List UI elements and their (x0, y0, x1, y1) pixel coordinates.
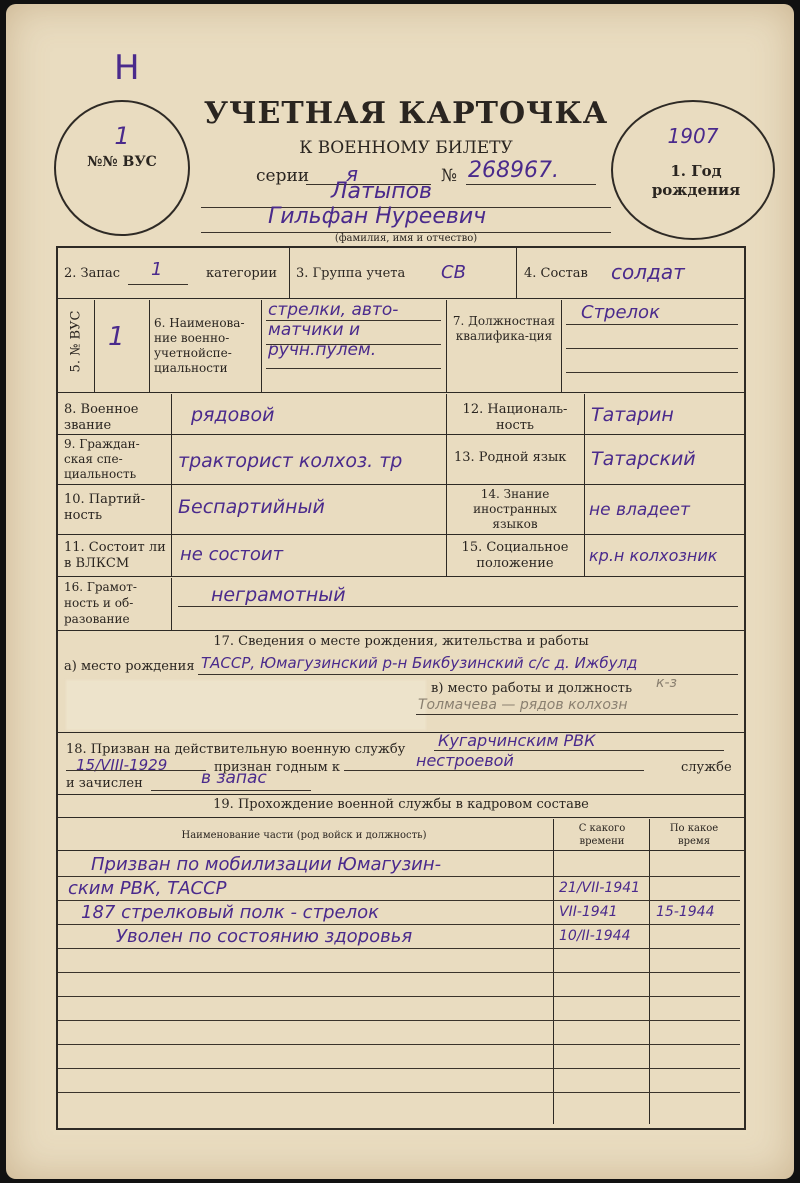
rank-label: 8. Военное звание (64, 402, 139, 433)
rank-value: рядовой (191, 404, 275, 426)
series-value: я (346, 162, 359, 186)
foreign-label: 14. Знание иностранных языков (473, 487, 557, 531)
birth-year-value: 1907 (667, 124, 719, 148)
service-row-from: 10/II-1944 (559, 928, 631, 944)
lang-label: 13. Родной язык (454, 450, 567, 465)
number-label: № (441, 166, 458, 186)
work-value-2: Толмачева — рядов колхозн (418, 697, 628, 713)
lang-value: Татарский (591, 448, 696, 470)
vlksm-value: не состоит (180, 544, 284, 565)
col-unit-header: Наименование части (род войск и должность) (181, 830, 427, 841)
qual-label: 7. Должностная квалифика-ция (452, 314, 556, 343)
enrolled-value: в запас (201, 768, 267, 788)
birth-year-label: 1. Год рождения (651, 162, 741, 199)
section19-title: 19. Прохождение военной службы в кадровом составе (213, 797, 589, 812)
spec-label: 6. Наименова-ние военно-учетнойспе-циальности (154, 316, 245, 375)
registration-card (6, 4, 794, 1179)
vus-vertical-label: 5. № ВУС (68, 310, 84, 373)
service-row-to: 15-1944 (656, 904, 715, 920)
card-subtitle: К ВОЕННОМУ БИЛЕТУ (299, 138, 513, 158)
fit-suffix: службе (681, 760, 732, 775)
foreign-value: не владеет (589, 500, 690, 520)
section17-title: 17. Сведения о месте рождения, жительства и работы (213, 634, 589, 649)
service-row-from: 21/VII-1941 (559, 880, 641, 896)
service-row-unit: 187 стрелковый полк - стрелок (81, 902, 379, 923)
col-to-header: По какое время (669, 823, 719, 847)
party-label: 10. Партий-ность (64, 492, 146, 523)
zapas-suffix: категории (206, 266, 278, 281)
service-row-unit: Призван по мобилизации Юмагузин- (91, 854, 442, 875)
civil-value: тракторист колхоз. тр (178, 450, 403, 472)
zapas-value: 1 (151, 259, 163, 280)
surname: Латыпов (331, 179, 433, 204)
rvk-value: Кугарчинским РВК (438, 731, 596, 750)
group-label: 3. Группа учета (296, 266, 406, 281)
vus-circle-value: 1 (114, 122, 130, 150)
sostav-value: солдат (611, 260, 685, 284)
group-value: СВ (441, 262, 466, 283)
work-label: в) место работы и должность (431, 681, 633, 696)
col-from-header: С какого времени (578, 823, 626, 847)
zapas-label: 2. Запас (64, 266, 121, 281)
sostav-label: 4. Состав (524, 266, 588, 281)
fit-label: признан годным к (214, 760, 340, 775)
given-names: Гильфан Нуреевич (268, 204, 487, 229)
spec-value-1: стрелки, авто- (268, 300, 399, 320)
series-label: серии (256, 166, 310, 186)
vus-value: 1 (108, 322, 125, 352)
social-value: кр.н колхозник (589, 546, 718, 565)
fit-value: нестроевой (416, 751, 514, 770)
service-row-unit: Уволен по состоянию здоровья (116, 926, 413, 947)
called-label: 18. Призван на действительную военную службу (66, 742, 406, 757)
name-caption: (фамилия, имя и отчество) (334, 233, 478, 244)
nation-label: 12. Националь-ность (462, 402, 568, 433)
card-title: УЧЕТНАЯ КАРТОЧКА (203, 96, 609, 131)
social-label: 15. Социальное положение (461, 540, 569, 571)
spec-value-3: ручн.пулем. (268, 340, 377, 360)
redacted-area (66, 680, 426, 730)
vus-circle-label: №№ ВУС (87, 154, 157, 170)
work-value-1: к-з (656, 675, 677, 691)
edu-value: неграмотный (211, 584, 346, 606)
edu-label: 16. Грамот-ность и об-разование (64, 580, 137, 626)
civil-label: 9. Граждан-ская спе-циальность (64, 437, 140, 481)
service-row-from: VII-1941 (559, 904, 618, 920)
called-date: 15/VIII-1929 (76, 756, 168, 774)
enrolled-label: и зачислен (66, 776, 143, 791)
spec-value-2: матчики и (268, 320, 361, 340)
birth-value: ТАССР, Юмагузинский р-н Бикбузинский с/с д. Ижбулд (201, 654, 638, 672)
number-value: 268967. (468, 158, 559, 183)
birth-label: а) место рождения (64, 659, 195, 674)
service-row-unit: ским РВК, ТАССР (68, 878, 227, 899)
qual-value: Стрелок (581, 302, 660, 323)
party-value: Беспартийный (178, 496, 325, 518)
nation-value: Татарин (591, 404, 674, 426)
top-mark: Н (114, 48, 140, 88)
vlksm-label: 11. Состоит ли в ВЛКСМ (64, 540, 166, 571)
